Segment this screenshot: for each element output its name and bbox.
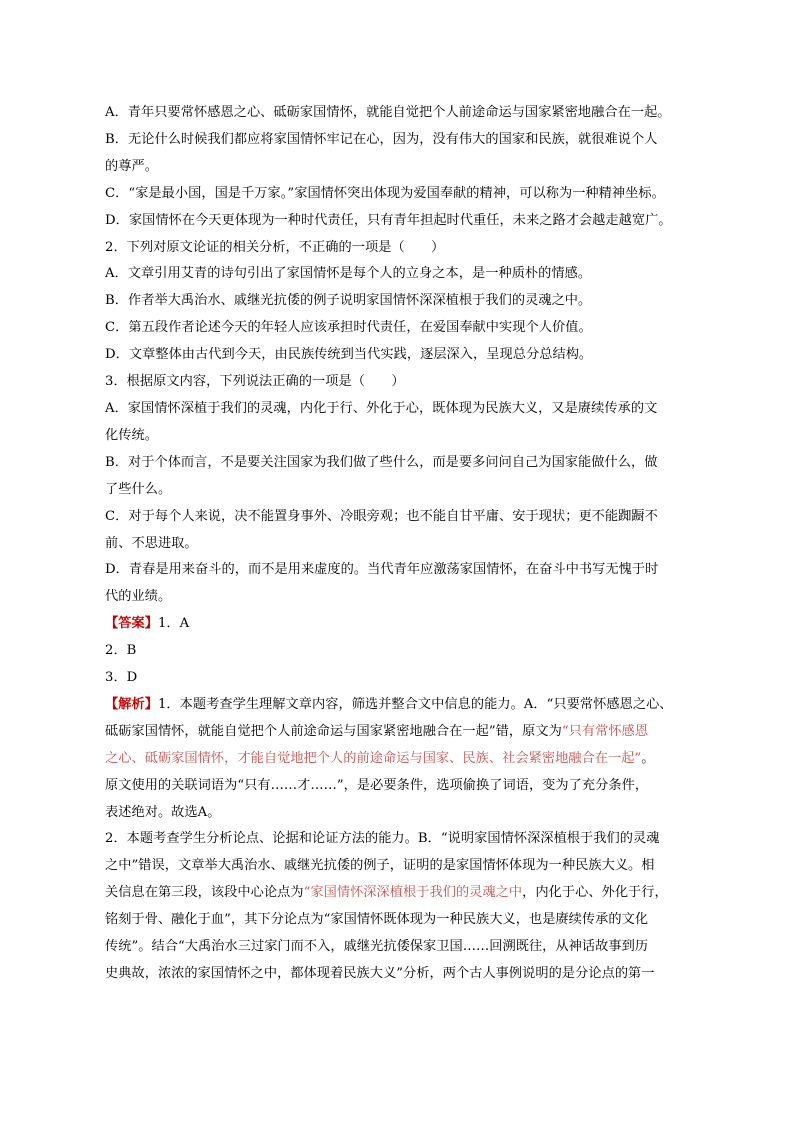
q2-option-a: A．文章引用艾青的诗句引出了家国情怀是每个人的立身之本，是一种质朴的情感。 bbox=[105, 266, 592, 282]
q2-option-b: B．作者举大禹治水、戚继光抗倭的例子说明家国情怀深深植根于我们的灵魂之中。 bbox=[105, 293, 592, 309]
answer-3: 3．D bbox=[105, 670, 138, 686]
analysis-label: 【解析】 bbox=[105, 696, 158, 712]
page-content bbox=[105, 100, 690, 988]
q1-option-b: B．无论什么时候我们都应将家国情怀牢记在心，因为，没有伟大的国家和民族，就很难说个人 bbox=[105, 131, 658, 147]
analysis-line-4: 原文使用的关联词语为“只有……才……”，是必要条件，选项偷换了词语，变为了充分条件， bbox=[105, 777, 649, 793]
q1-option-d: D．家国情怀在今天更体现为一种时代责任，只有青年担起时代重任，未来之路才会越走越宽广。 bbox=[105, 212, 672, 228]
answer-1: 1．A bbox=[157, 616, 190, 632]
analysis-quote-8b: “家国情怀深深植根于我们的灵魂之中 bbox=[303, 885, 523, 901]
analysis-line-8 bbox=[105, 880, 690, 907]
analysis-text-1: 1．本题考查学生理解文章内容，筛选并整合文中信息的能力。A．“只要常怀感恩之心、 bbox=[157, 696, 673, 712]
analysis-quote-3a: 之心、砥砺家国情怀，才能自觉地把个人的前途命运与国家、民族、社会紧密地融合在一起” bbox=[105, 750, 642, 766]
q1-option-a: A．青年只要常怀感恩之心、砥砺家国情怀，就能自觉把个人前途命运与国家紧密地融合在一起。 bbox=[105, 105, 671, 120]
analysis-line-7: 之中”错误，文章举大禹治水、戚继光抗倭的例子，证明的是家国情怀体现为一种民族大义。相 bbox=[105, 858, 655, 874]
q3-option-c-cont: 前、不思进取。 bbox=[105, 535, 198, 551]
q1-option-c: C．“家是最小国，国是千万家。”家国情怀突出体现为爱国奉献的精神，可以称为一种精神坐标。 bbox=[105, 185, 665, 201]
q3-option-b-cont: 了些什么。 bbox=[105, 481, 172, 497]
q2-option-d: D．文章整体由古代到今天，由民族传统到当代实践，逐层深入，呈现总分总结构。 bbox=[105, 347, 593, 363]
analysis-line-10: 传统”。结合“大禹治水三过家门而不入，戚继光抗倭保家卫国……回溯既往，从神话故事到历 bbox=[105, 939, 649, 955]
analysis-line-1 bbox=[105, 692, 690, 719]
q3-option-a-cont: 化传统。 bbox=[105, 427, 158, 443]
analysis-text-8c: ，内化于心、外化于行， bbox=[522, 885, 668, 901]
q3-option-d: D．青春是用来奋斗的，而不是用来虚度的。当代青年应激荡家国情怀，在奋斗中书写无愧于时 bbox=[105, 562, 659, 578]
answer-label: 【答案】 bbox=[105, 616, 158, 632]
analysis-line-3 bbox=[105, 746, 690, 773]
q1-option-b-cont: 的尊严。 bbox=[105, 158, 158, 174]
q3-option-d-cont: 代的业绩。 bbox=[105, 589, 172, 605]
q3-option-a: A．家国情怀深植于我们的灵魂，内化于行、外化于心，既体现为民族大义，又是赓续传承的文 bbox=[105, 400, 658, 416]
answer-2: 2．B bbox=[105, 643, 137, 659]
analysis-text-3b: 。 bbox=[641, 750, 655, 766]
q2-option-c: C．第五段作者论述今天的年轻人应该承担时代责任，在爱国奉献中实现个人价值。 bbox=[105, 320, 592, 336]
analysis-quote-2b: “只有常怀感恩 bbox=[561, 723, 649, 739]
analysis-line-9: 铭刻于骨、融化于血”，其下分论点为“家国情怀既体现为一种民族大义，也是赓续传承的文化 bbox=[105, 912, 649, 928]
q2-stem: 2．下列对原文论证的相关分析，不正确的一项是（ ） bbox=[105, 239, 445, 255]
answer-line bbox=[105, 611, 690, 638]
q3-option-c: C．对于每个人来说，决不能置身事外、冷眼旁观；也不能自甘平庸、安于现状；更不能踟蹰不 bbox=[105, 508, 658, 524]
analysis-text-8a: 关信息在第三段，该段中心论点为 bbox=[105, 885, 304, 901]
q3-stem: 3．根据原文内容，下列说法正确的一项是（ ） bbox=[105, 374, 405, 390]
analysis-line-6: 2．本题考查学生分析论点、论据和论证方法的能力。B．“说明家国情怀深深植根于我们的灵魂 bbox=[105, 831, 660, 847]
analysis-line-5: 表述绝对。故选A。 bbox=[105, 804, 221, 820]
analysis-line-2 bbox=[105, 719, 690, 746]
analysis-line-11: 史典故，浓浓的家国情怀之中，都体现着民族大义”分析，两个古人事例说明的是分论点的第一 bbox=[105, 966, 655, 981]
analysis-text-2a: 砥砺家国情怀，就能自觉把个人前途命运与国家紧密地融合在一起”错，原文为 bbox=[105, 723, 562, 739]
q3-option-b: B．对于个体而言，不是要关注国家为我们做了些什么，而是要多问问自己为国家能做什么，做 bbox=[105, 454, 658, 470]
